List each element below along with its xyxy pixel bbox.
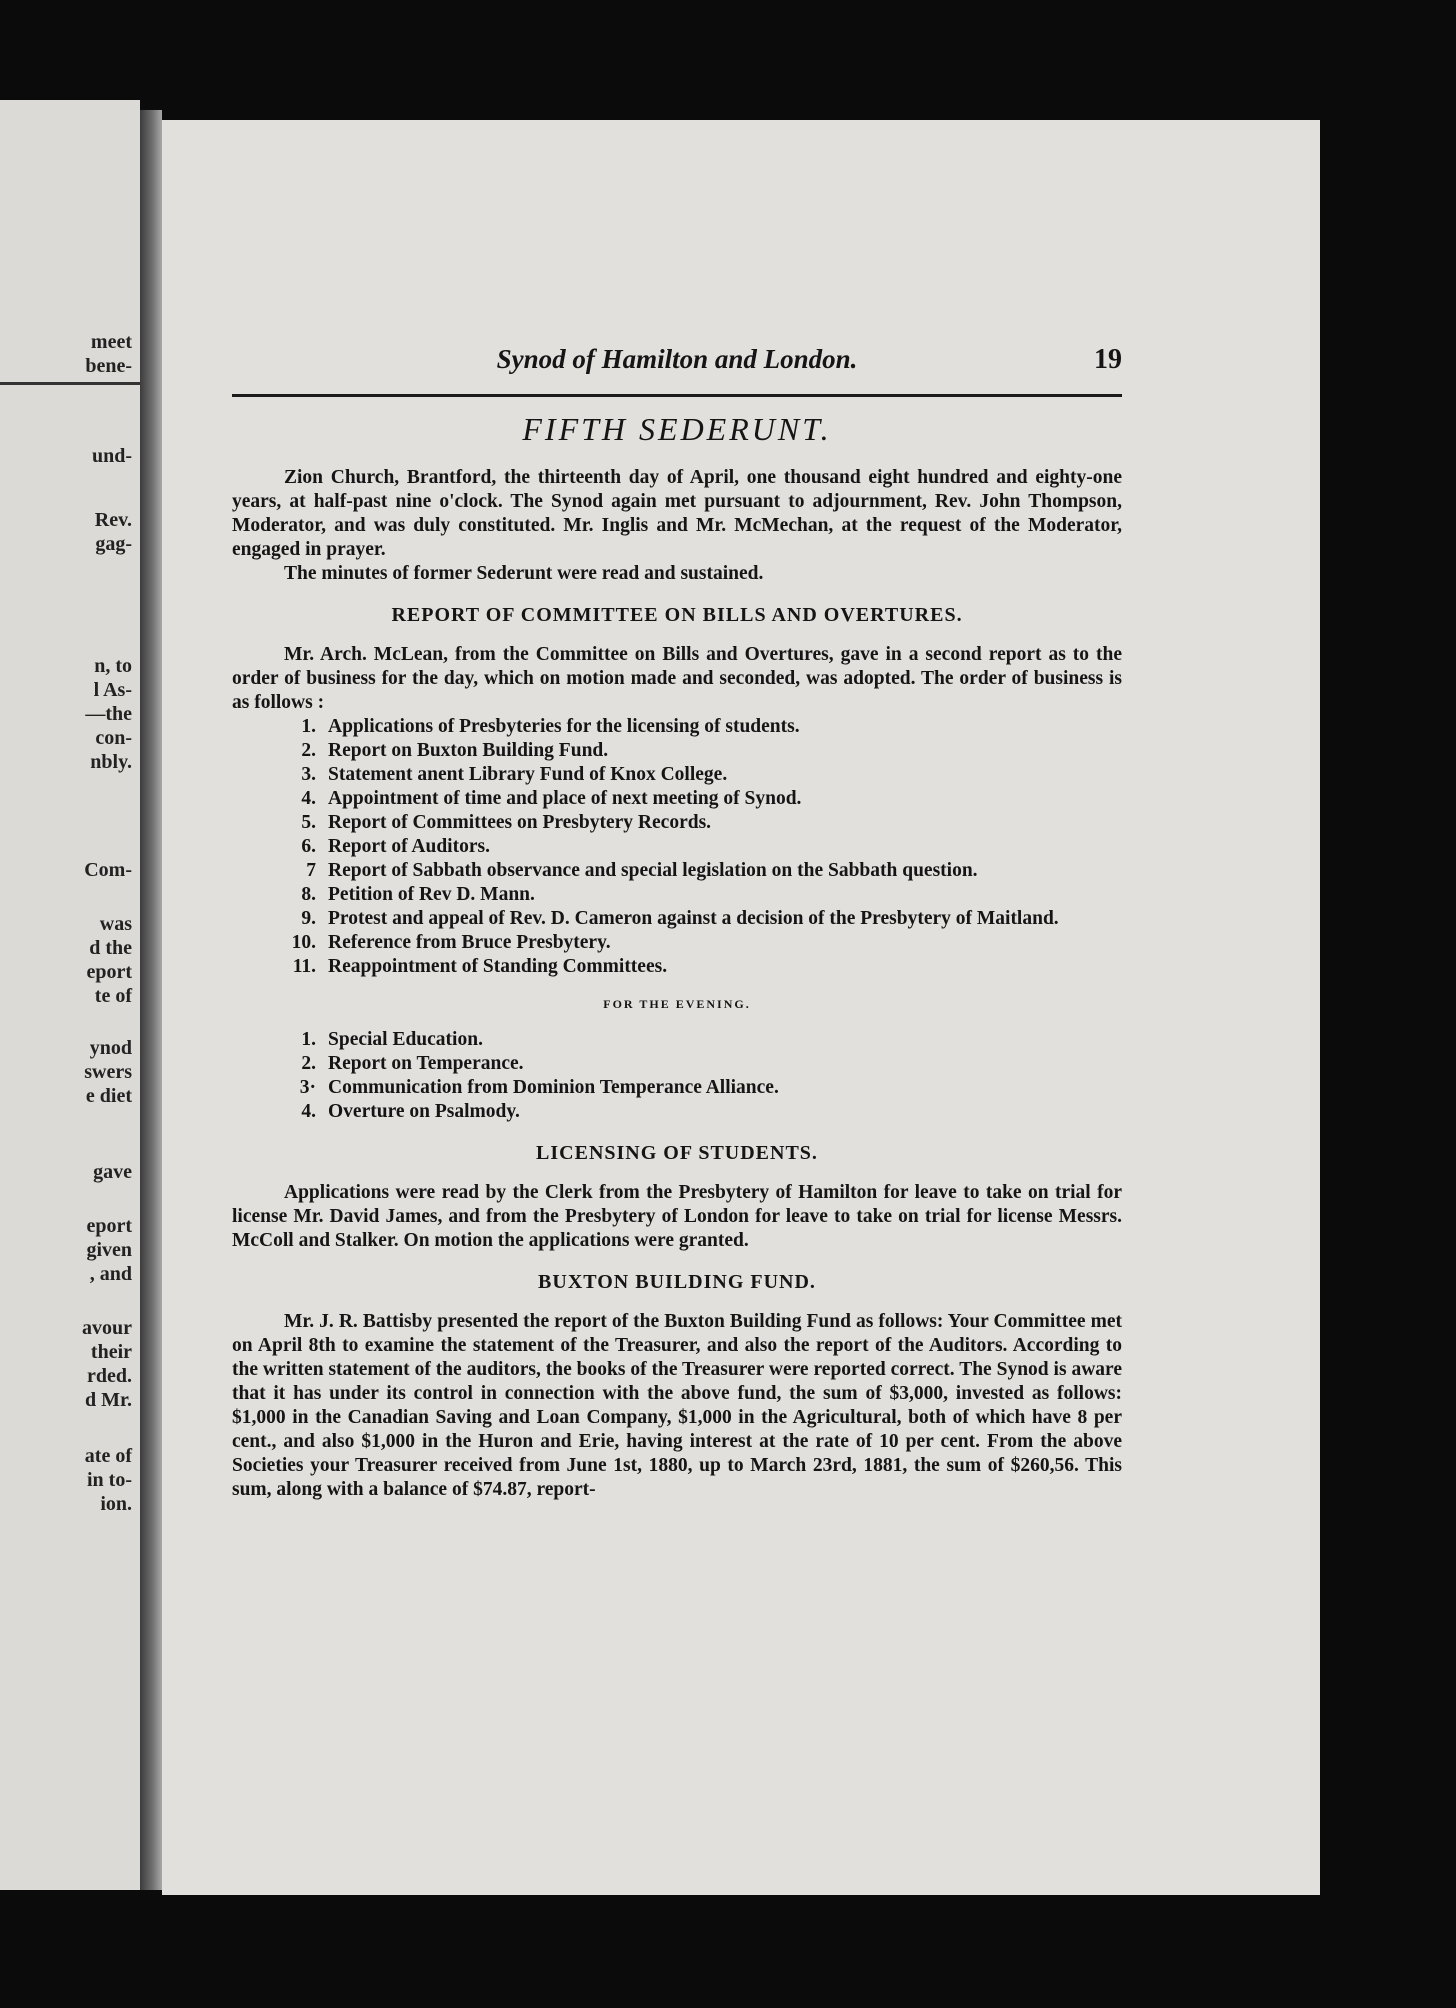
- list-item-number: 2.: [301, 740, 316, 761]
- list-item-number: 3·: [299, 1077, 316, 1098]
- previous-page-fragment: ion.: [100, 1493, 132, 1515]
- list-item-text: Reappointment of Standing Committees.: [328, 956, 668, 977]
- list-item: [232, 787, 1122, 811]
- list-item: [232, 763, 1122, 787]
- list-item-text: Report on Temperance.: [328, 1053, 524, 1074]
- list-item: [232, 883, 1122, 907]
- previous-page-fragment: eport: [86, 1215, 132, 1237]
- bills-order-list: [232, 715, 1122, 979]
- previous-page-fragment: —the: [85, 703, 132, 725]
- licensing-body: Applications were read by the Clerk from the Presbytery of Hamilton for leave to take on trial for license Mr. David James, and from the Presbytery of London for leave to take on trial for license Messrs. McColl and Stalker. On motion the applications were granted.: [232, 1182, 1122, 1251]
- previous-page-fragment: Com-: [84, 859, 132, 881]
- list-item-text: Appointment of time and place of next meeting of Synod.: [328, 788, 802, 809]
- previous-page-fragment: rded.: [87, 1365, 132, 1387]
- list-item-text: Communication from Dominion Temperance Alliance.: [328, 1077, 779, 1098]
- list-item-number: 2.: [301, 1053, 316, 1074]
- book-gutter: [140, 110, 162, 1890]
- previous-page-fragment: in to-: [87, 1469, 132, 1491]
- bills-intro: Mr. Arch. McLean, from the Committee on Bills and Overtures, gave in a second report as to the order of business for the day, which on motion made and seconded, was adopted. The order of business is as follows :: [232, 644, 1122, 713]
- list-item-text: Overture on Psalmody.: [328, 1101, 520, 1122]
- previous-page-fragment: Rev.: [94, 509, 132, 531]
- page-content: [232, 340, 1122, 1502]
- list-item-number: 4.: [301, 788, 316, 809]
- list-item-number: 1.: [301, 1029, 316, 1050]
- list-item: [232, 811, 1122, 835]
- previous-page-fragment: ynod: [89, 1037, 132, 1059]
- list-item-number: 3.: [301, 764, 316, 785]
- list-item: [232, 715, 1122, 739]
- list-item-number: 8.: [301, 884, 316, 905]
- list-item: [232, 907, 1122, 931]
- list-item-number: 5.: [301, 812, 316, 833]
- previous-page-fragment: gave: [93, 1161, 132, 1183]
- list-item-text: Report of Sabbath observance and special legislation on the Sabbath question.: [328, 860, 978, 881]
- list-item-text: Report of Committees on Presbytery Records.: [328, 812, 712, 833]
- previous-page-fragment: con-: [95, 727, 132, 749]
- list-item-text: Report on Buxton Building Fund.: [328, 740, 609, 761]
- previous-page-fragment: meet: [90, 331, 132, 353]
- previous-page-rule: [0, 382, 140, 385]
- header-rule: [232, 394, 1122, 397]
- buxton-section-title: BUXTON BUILDING FUND.: [538, 1271, 816, 1293]
- previous-page-fragment: d Mr.: [84, 1389, 132, 1411]
- list-item: [232, 1100, 1122, 1124]
- evening-section-title: FOR THE EVENING.: [603, 997, 751, 1011]
- buxton-body: Mr. J. R. Battisby presented the report of the Buxton Building Fund as follows: Your Committee met on April 8th to examine the statement of the Treasurer, and also the report of the Auditors. According to the written statement of the auditors, the books of the Treasurer were reported correct. The Synod is aware that it has under its control in connection with the above fund, the sum of $3,000, invested as follows: $1,000 in the Canadian Saving and Loan Company, $1,000 in the Agricultural, both of which have 8 per cent., and also $1,000 in the Huron and Erie, having interest at the rate of 10 per cent. From the above Societies your Treasurer received from June 1st, 1880, up to March 23rd, 1881, the sum of $260,56. This sum, along with a balance of $74.87, report-: [232, 1311, 1122, 1500]
- minutes-line: The minutes of former Sederunt were read and sustained.: [284, 563, 764, 584]
- list-item-number: 6.: [301, 836, 316, 857]
- list-item: [232, 859, 1122, 883]
- book-page: [162, 120, 1320, 1895]
- list-item: [232, 1052, 1122, 1076]
- list-item-text: Special Education.: [328, 1029, 483, 1050]
- list-item: [232, 1028, 1122, 1052]
- previous-page-fragment: nbly.: [90, 751, 132, 773]
- list-item-text: Statement anent Library Fund of Knox College.: [328, 764, 728, 785]
- list-item-number: 11.: [292, 956, 316, 977]
- previous-page-fragment: swers: [84, 1061, 132, 1083]
- previous-page-fragment: , and: [89, 1263, 132, 1285]
- evening-order-list: [232, 1028, 1122, 1124]
- list-item-text: Protest and appeal of Rev. D. Cameron against a decision of the Presbytery of Maitland.: [328, 908, 1059, 929]
- previous-page-fragment: avour: [82, 1317, 132, 1339]
- previous-page-fragment: e diet: [85, 1085, 132, 1107]
- list-item: [232, 931, 1122, 955]
- list-item: [232, 955, 1122, 979]
- list-item-number: 10.: [291, 932, 316, 953]
- previous-page-fragment: l As-: [93, 679, 132, 701]
- previous-page-fragment: given: [86, 1239, 132, 1261]
- list-item-text: Petition of Rev D. Mann.: [328, 884, 535, 905]
- previous-page-fragment: te of: [94, 985, 132, 1007]
- previous-page-fragment: und-: [91, 445, 132, 467]
- list-item-text: Report of Auditors.: [328, 836, 490, 857]
- opening-paragraph: Zion Church, Brantford, the thirteenth day of April, one thousand eight hundred and eighty-one years, at half-past nine o'clock. The Synod again met pursuant to adjournment, Rev. John Thompson, Moderator, and was duly constituted. Mr. Inglis and Mr. McMechan, at the request of the Moderator, engaged in prayer.: [232, 467, 1122, 560]
- list-item-text: Applications of Presbyteries for the licensing of students.: [328, 716, 800, 737]
- previous-page-fragment: their: [90, 1341, 132, 1363]
- running-head: Synod of Hamilton and London.: [496, 344, 858, 374]
- list-item: [232, 1076, 1122, 1100]
- list-item-number: 1.: [301, 716, 316, 737]
- licensing-section-title: LICENSING OF STUDENTS.: [536, 1142, 818, 1164]
- page-number: 19: [1094, 344, 1122, 375]
- sederunt-title: FIFTH SEDERUNT.: [522, 411, 832, 447]
- previous-page-fragment: bene-: [85, 355, 132, 377]
- list-item: [232, 739, 1122, 763]
- previous-page-fragment: ate of: [84, 1445, 132, 1467]
- previous-page-fragment: eport: [86, 961, 132, 983]
- list-item-number: 4.: [301, 1101, 316, 1122]
- previous-page-fragment: was: [99, 913, 132, 935]
- list-item: [232, 835, 1122, 859]
- previous-page-fragment: gag-: [95, 533, 132, 555]
- bills-section-title: REPORT OF COMMITTEE ON BILLS AND OVERTURES.: [391, 604, 963, 626]
- page-header: [232, 340, 1122, 388]
- previous-page-edge: [0, 100, 140, 1890]
- list-item-text: Reference from Bruce Presbytery.: [328, 932, 611, 953]
- list-item-number: 7: [306, 860, 316, 881]
- list-item-number: 9.: [301, 908, 316, 929]
- previous-page-fragment: n, to: [94, 655, 132, 677]
- previous-page-fragment: d the: [89, 937, 132, 959]
